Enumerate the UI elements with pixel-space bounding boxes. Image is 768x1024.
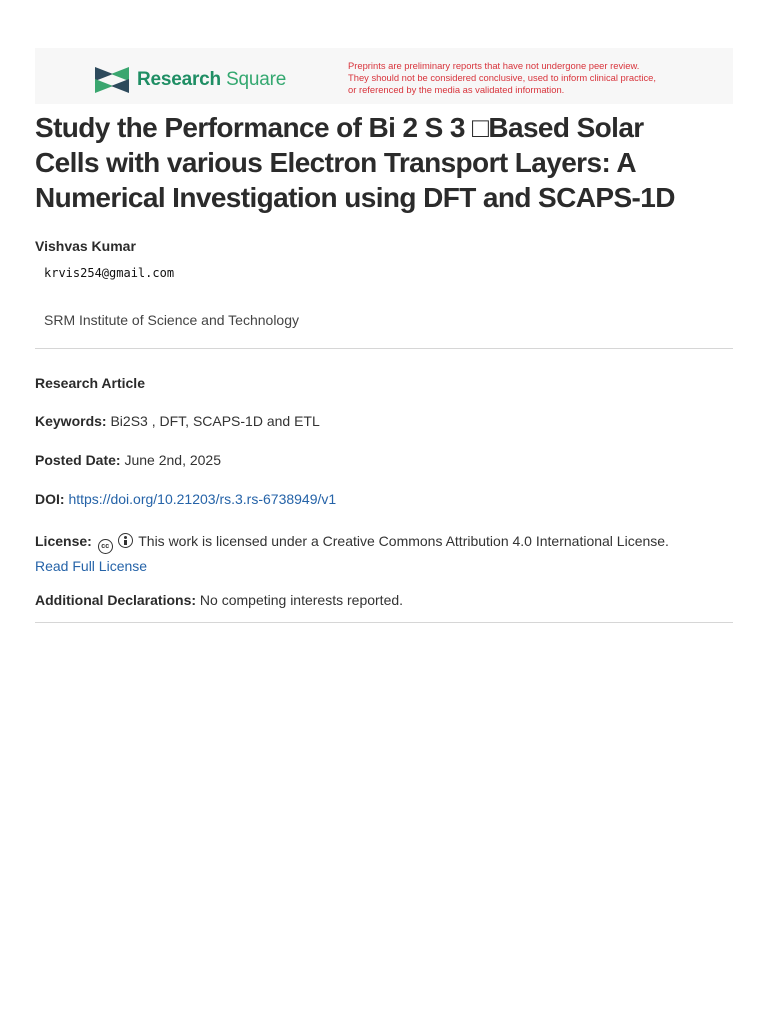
logo-word-research: Research: [137, 69, 221, 90]
author-name: Vishvas Kumar: [35, 238, 136, 254]
title-line: Study the Performance of Bi 2 S 3 □Based Solar: [35, 112, 644, 143]
research-square-logo[interactable]: [93, 65, 286, 95]
author-email[interactable]: krvis254@gmail.com: [44, 266, 175, 280]
doi-row: [35, 491, 336, 507]
divider: [35, 348, 733, 349]
license-text: This work is licensed under a Creative Commons Attribution 4.0 International License.: [138, 533, 669, 549]
declarations-row: [35, 592, 403, 608]
doi-label: DOI:: [35, 491, 65, 507]
research-square-logo-icon: [93, 65, 131, 95]
author-affiliation: SRM Institute of Science and Technology: [44, 312, 300, 328]
keywords-row: [35, 413, 320, 429]
doi-link[interactable]: https://doi.org/10.21203/rs.3.rs-6738949/v1: [68, 491, 337, 507]
keywords-label: Keywords:: [35, 413, 107, 429]
logo-wordmark: [137, 69, 286, 91]
disclaimer-line: Preprints are preliminary reports that have not undergone peer review.: [348, 60, 640, 71]
preprint-disclaimer: [348, 60, 728, 96]
paper-title: [35, 110, 745, 215]
preprint-banner: [35, 48, 733, 104]
declarations-label: Additional Declarations:: [35, 592, 197, 608]
posted-date-label: Posted Date:: [35, 452, 121, 468]
article-type: Research Article: [35, 375, 145, 391]
keywords-value: Bi2S3 , DFT, SCAPS-1D and ETL: [110, 413, 320, 429]
license-label: License:: [35, 533, 92, 549]
cc-icon: cc: [98, 539, 113, 554]
disclaimer-line: or referenced by the media as validated information.: [348, 84, 565, 95]
title-line: Numerical Investigation using DFT and SCAPS-1D: [35, 182, 675, 213]
by-icon: [118, 533, 133, 548]
declarations-value: No competing interests reported.: [199, 592, 404, 608]
read-full-license-link[interactable]: Read Full License: [35, 558, 148, 574]
title-line: Cells with various Electron Transport Layers: A: [35, 147, 636, 178]
posted-date-row: [35, 452, 221, 468]
divider: [35, 622, 733, 623]
disclaimer-line: They should not be considered conclusive, used to inform clinical practice,: [348, 72, 656, 83]
posted-date-value: June 2nd, 2025: [124, 452, 221, 468]
logo-word-square: Square: [226, 69, 287, 90]
license-row: [35, 529, 733, 578]
